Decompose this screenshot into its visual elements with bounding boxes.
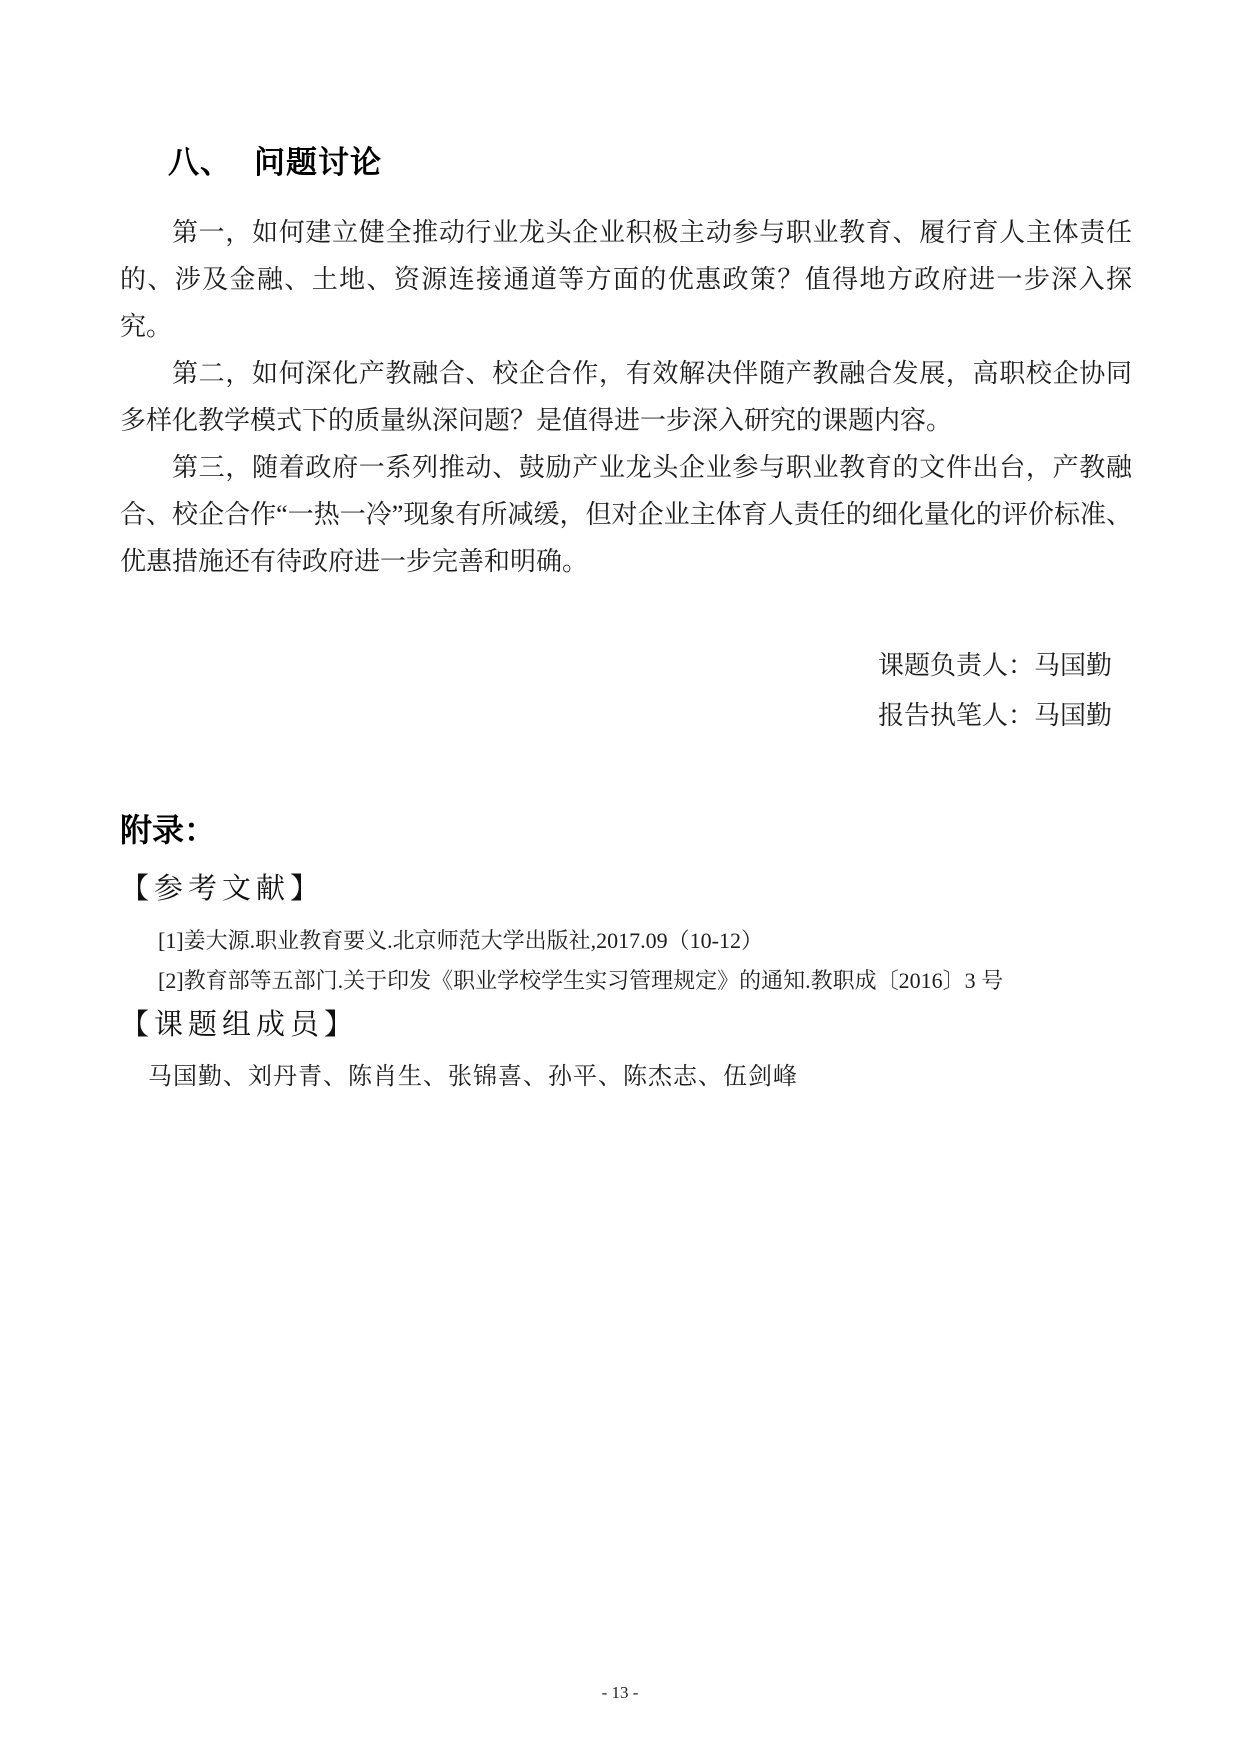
signature-block	[120, 641, 1132, 741]
section-heading-title: 问题讨论	[254, 145, 382, 180]
page-content	[120, 143, 1132, 1097]
members-list: 马国勤、刘丹青、陈肖生、张锦喜、孙平、陈杰志、伍剑峰	[148, 1064, 798, 1090]
page-number: - 13 -	[601, 1683, 639, 1702]
references-heading: 【参考文献】	[120, 873, 325, 905]
section-heading	[168, 143, 1132, 183]
paragraph-point-three: 第三，随着政府一系列推动、鼓励产业龙头企业参与职业教育的文件出台，产教融合、校企合作“一热一冷”现象有所减缓，但对企业主体育人责任的细化量化的评价标准、优惠措施还有待政府进一步完善和明确。	[120, 453, 1132, 576]
paragraph-point-one: 第一，如何建立健全推动行业龙头企业积极主动参与职业教育、履行育人主体责任的、涉及金融、土地、资源连接通道等方面的优惠政策？值得地方政府进一步深入探究。	[120, 218, 1132, 341]
section-heading-number: 八、	[168, 145, 232, 180]
project-leader-line: 课题负责人：马国勤	[877, 651, 1112, 680]
members-heading: 【课题组成员】	[120, 1009, 359, 1041]
paragraph-point-two: 第二，如何深化产教融合、校企合作，有效解决伴随产教融合发展，高职校企协同多样化教学模式下的质量纵深问题？是值得进一步深入研究的课题内容。	[120, 359, 1132, 435]
report-writer-line: 报告执笔人：马国勤	[877, 701, 1112, 730]
reference-item-1: [1]姜大源.职业教育要义.北京师范大学出版社,2017.09（10-12）	[158, 928, 763, 953]
reference-item-2: [2]教育部等五部门.关于印发《职业学校学生实习管理规定》的通知.教职成〔2016〕3 号	[158, 968, 1004, 993]
appendix-heading: 附录：	[120, 812, 217, 848]
